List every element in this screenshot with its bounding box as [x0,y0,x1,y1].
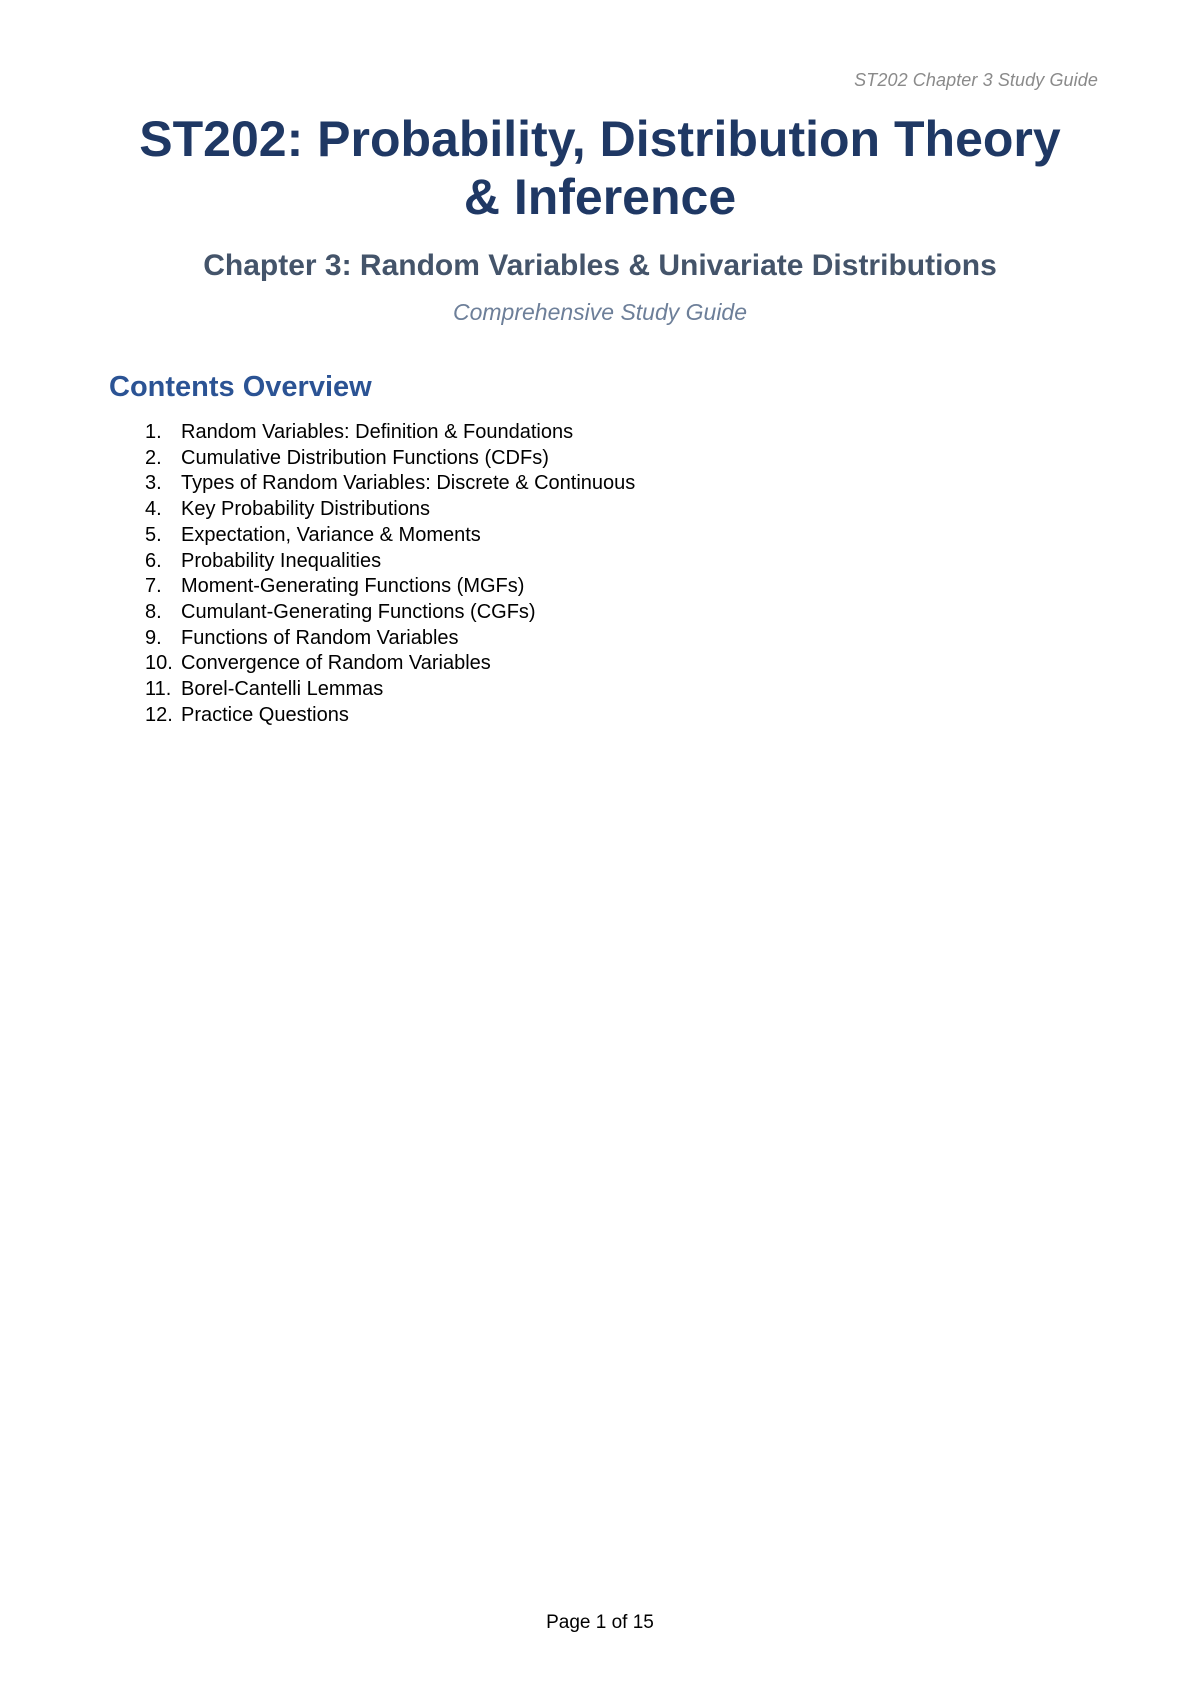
contents-item-number: 11. [145,678,172,701]
guide-tagline: Comprehensive Study Guide [452,299,748,325]
chapter-subtitle: Chapter 3: Random Variables & Univariate Distributions [203,249,997,282]
contents-item-label: Convergence of Random Variables [181,652,491,675]
contents-item [145,651,635,677]
contents-item [145,497,635,523]
contents-item [145,446,635,472]
contents-item [145,549,635,575]
contents-item [145,600,635,626]
contents-heading: Contents Overview [109,371,372,403]
running-header: ST202 Chapter 3 Study Guide [854,70,1098,90]
document-title-line-1: ST202: Probability, Distribution Theory [139,111,1061,167]
contents-item-number: 12. [145,703,173,726]
contents-item [145,420,635,446]
contents-item-label: Functions of Random Variables [181,626,459,649]
contents-list [145,420,635,728]
contents-item-number: 2. [145,446,162,469]
contents-item-label: Expectation, Variance & Moments [181,523,481,546]
document-title-line-2: & Inference [463,169,737,225]
contents-item-label: Probability Inequalities [181,549,382,572]
contents-item-number: 1. [145,421,162,443]
contents-item [145,471,635,497]
contents-item-label: Borel-Cantelli Lemmas [181,678,384,701]
contents-item-label: Types of Random Variables: Discrete & Continuous [181,472,636,495]
contents-item-label: Cumulative Distribution Functions (CDFs) [181,446,549,469]
contents-item-number: 4. [145,498,162,521]
contents-item-number: 3. [145,472,162,495]
contents-item [145,523,635,549]
contents-item-label: Practice Questions [181,703,349,726]
contents-item-label: Moment-Generating Functions (MGFs) [181,575,525,598]
contents-item-label: Random Variables: Definition & Foundations [181,421,574,443]
contents-item-number: 9. [145,626,162,649]
contents-item [145,626,635,652]
contents-item [145,703,635,729]
contents-item-label: Cumulant-Generating Functions (CGFs) [181,600,536,623]
page-number-footer: Page 1 of 15 [546,1612,654,1633]
contents-item [145,574,635,600]
contents-item-number: 10. [145,652,173,675]
contents-item-number: 6. [145,549,162,572]
contents-item-number: 7. [145,575,162,598]
contents-item [145,677,635,703]
contents-item-number: 8. [145,600,162,623]
document-title [0,110,1200,226]
contents-item-number: 5. [145,523,162,546]
contents-item-label: Key Probability Distributions [181,498,430,521]
